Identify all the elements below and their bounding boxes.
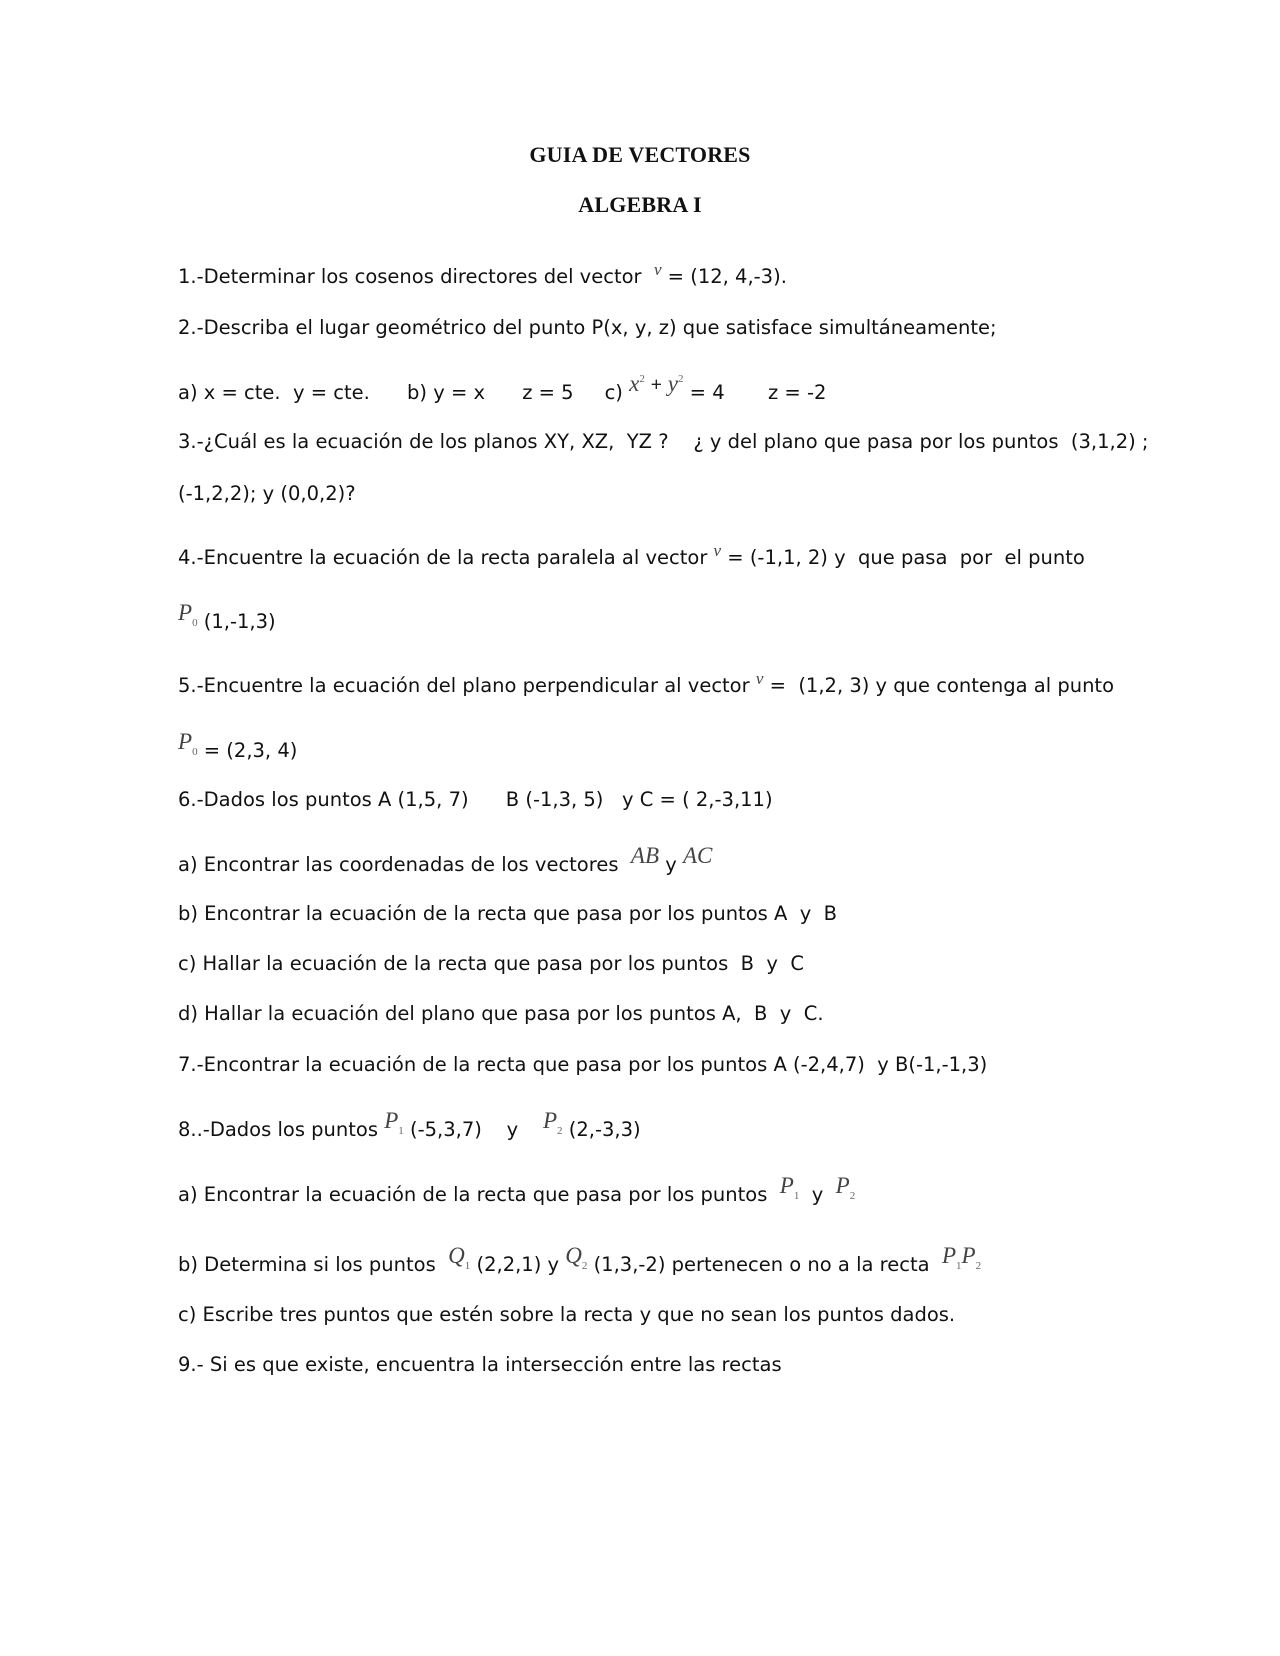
question-6-d: d) Hallar la ecuación del plano que pasa por los puntos A, B y C.	[178, 1002, 824, 1025]
point-p2-symbol: $P_2$	[542, 1108, 563, 1137]
vector-ac-symbol: AC	[682, 843, 713, 868]
question-5-point: $P_0 = (2,3$, 4)	[178, 729, 298, 762]
question-8-c: c) Escribe tres puntos que estén sobre la recta y que no sean los puntos dados.	[178, 1303, 956, 1326]
question-9: 9.- Si es que existe, encuentra la intersección entre las rectas	[178, 1353, 782, 1376]
point-q1-symbol: $Q_1$	[448, 1243, 471, 1272]
question-3-line-1: 3.-¿Cuál es la ecuación de los planos XY, XZ, YZ ? ¿ y del plano que pasa por los puntos (3,1,2) ;	[178, 430, 1149, 453]
point-p1-symbol: $P_1$	[779, 1173, 800, 1202]
question-4: 4.-Encuentre la ecuación de la recta paralela al vector v = (-1,1, 2) y que pasa por el punto	[178, 541, 1085, 569]
point-p1-symbol: $P_1$	[384, 1108, 404, 1137]
question-2: 2.-Describa el lugar geométrico del punto P(x, y, z) que satisface simultáneamente;	[178, 316, 997, 339]
question-6-a: a) Encontrar las coordenadas de los vectores AB y AC	[178, 843, 713, 876]
question-3-line-2: (-1,2,2); y (0,0,2)?	[178, 482, 356, 505]
question-6: 6.-Dados los puntos A (1,5, 7) B (-1,3, 5) y C = ( 2,-3,11)	[178, 788, 773, 811]
question-7: 7.-Encontrar la ecuación de la recta que pasa por los puntos A (-2,4,7) y B(-1,-1,3)	[178, 1053, 988, 1076]
vector-v-symbol: v	[653, 260, 662, 279]
x-squared-plus-y-squared: $x^2 + y^2$	[629, 371, 684, 396]
vector-v-symbol: v	[755, 669, 764, 688]
question-5: 5.-Encuentre la ecuación del plano perpendicular al vector v = (1,2, 3) y que contenga al punto	[178, 669, 1115, 697]
question-6-b: b) Encontrar la ecuación de la recta que pasa por los puntos A y B	[178, 902, 838, 925]
document-title: GUIA DE VECTORES	[529, 142, 751, 167]
point-q2-symbol: $Q_2$	[565, 1243, 588, 1272]
point-p2-symbol: $P_2$	[835, 1173, 856, 1202]
point-p0-symbol: $P_0$	[178, 729, 198, 758]
vector-ab-symbol: AB	[630, 843, 659, 868]
question-1: 1.-Determinar los cosenos directores del vector v = (12, 4,-3).	[178, 260, 787, 288]
line-p1p2-symbol: $P_1P_2$	[941, 1243, 982, 1272]
question-6-c: c) Hallar la ecuación de la recta que pasa por los puntos B y C	[178, 952, 804, 975]
point-p0-symbol: $P_0$	[178, 600, 198, 629]
question-8-b: b) Determina si los puntos $Q_1$ (2,2,1) y $Q_2$ (1,3,-2) pertenecen o no a la recta $P_1P_2$	[178, 1243, 982, 1276]
vector-v-symbol: v	[713, 541, 722, 560]
question-4-point: $P_0$ (1,-1,3)	[178, 600, 276, 633]
question-8-a: a) Encontrar la ecuación de la recta que pasa por los puntos $P_1$ y $P_2$	[178, 1173, 856, 1206]
document-subtitle: ALGEBRA I	[578, 192, 702, 217]
question-8: 8..-Dados los puntos $P_1$ (-5,3,7) y $P_2$ (2,-3,3)	[178, 1108, 641, 1141]
question-2-options: a) x = cte. y = cte. b) y = x z = 5 c) $x^2 + y^2 = 4$ z = -2	[178, 371, 827, 404]
